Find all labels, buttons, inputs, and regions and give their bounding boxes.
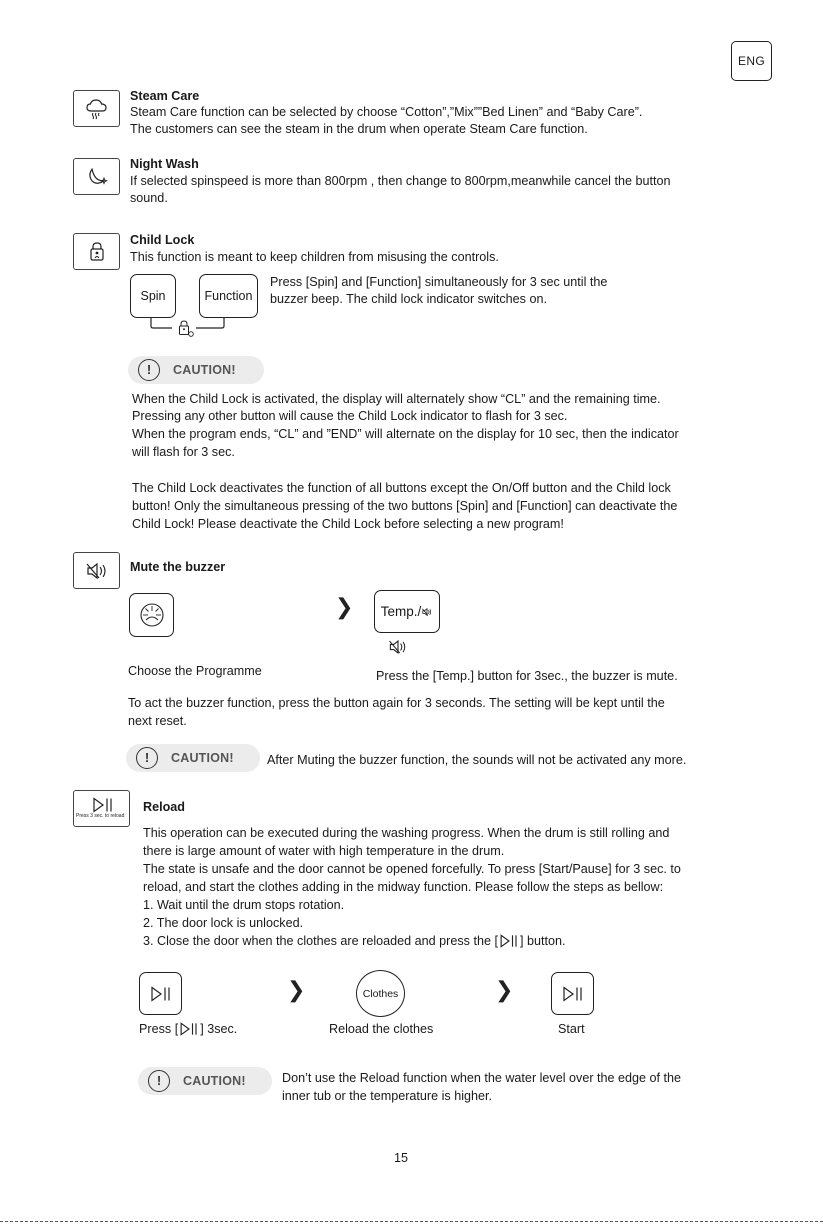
steam-cloud-icon [84,98,110,120]
mute-info-2: next reset. [128,714,187,728]
child-lock-caution-7: Child Lock! Please deactivate the Child Lock before selecting a new program! [132,517,564,531]
reload-step-2: 2. The door lock is unlocked. [143,916,304,930]
child-lock-title: Child Lock [130,233,195,247]
child-lock-caution-badge [128,356,264,384]
exclamation-icon: ! [136,747,158,769]
child-lock-icon [87,241,107,263]
night-wash-line-1: If selected spinspeed is more than 800rpm , then change to 800rpm,meanwhile cancel the button [130,174,671,188]
reload-caption-1 [139,1020,237,1038]
temp-button-label: Temp./ [380,603,422,619]
clothes-step-circle [356,970,405,1017]
mute-info-1: To act the buzzer function, press the button again for 3 seconds. The setting will be kept until the [128,696,665,710]
reload-para-3: The state is unsafe and the door cannot be opened forcefully. To press [Start/Pause] for 3 sec. to [143,862,681,876]
reload-caption-3: Start [558,1022,585,1036]
child-lock-small-icon [180,321,194,336]
reload-step-3-text-b: ] button. [519,934,566,948]
caution-label: CAUTION! [173,363,236,377]
mute-step-2: Press the [Temp.] button for 3sec., the buzzer is mute. [376,669,678,683]
child-lock-combo-bracket [150,318,226,344]
night-wash-line-2: sound. [130,191,168,205]
mute-step-1: Choose the Programme [128,664,262,678]
reload-caption-1-text-b: ] 3sec. [200,1022,238,1036]
reload-icon-box [73,790,130,827]
play-pause-icon [562,986,584,1002]
steam-care-title: Steam Care [130,89,200,103]
play-pause-inline-icon [179,1022,199,1036]
reload-title: Reload [143,800,185,814]
next-step-arrow: ❯ [335,595,354,620]
steam-care-line-1: Steam Care function can be selected by choose “Cotton”,”Mix””Bed Linen” and “Baby Care”. [130,105,643,119]
spin-button[interactable] [130,274,176,318]
steam-care-line-2: The customers can see the steam in the drum when operate Steam Care function. [130,122,588,136]
reload-para-1: This operation can be executed during the washing progress. When the drum is still rolling and [143,826,670,840]
program-dial-button[interactable] [129,593,174,637]
exclamation-icon: ! [148,1070,170,1092]
reload-para-4: reload, and start the clothes adding in the midway function. Please follow the steps as bellow: [143,880,664,894]
child-lock-icon-box [73,233,120,270]
reload-caption-1-text-a: Press [ [139,1022,179,1036]
caution-label: CAUTION! [171,751,234,765]
function-button-label: Function [204,289,253,303]
steam-care-icon-box [73,90,120,127]
function-button[interactable] [199,274,258,318]
child-lock-caution-3: When the program ends, “CL” and ”END” will alternate on the display for 10 sec, then the indicator [132,427,679,441]
reload-step-3-text-a: 3. Close the door when the clothes are reloaded and press the [ [143,934,498,948]
page-number: 15 [394,1151,409,1165]
night-wash-title: Night Wash [130,157,199,171]
reload-caution-2: inner tub or the temperature is higher. [282,1089,493,1103]
reload-step-3 [143,932,565,950]
exclamation-icon: ! [138,359,160,381]
mute-caution-badge [126,744,260,772]
play-pause-icon [92,797,114,813]
reload-para-2: there is large amount of water with high temperature in the drum. [143,844,505,858]
speaker-mute-icon [84,561,110,581]
reload-step-1: 1. Wait until the drum stops rotation. [143,898,345,912]
night-wash-icon-box [73,158,120,195]
child-lock-caution-5: The Child Lock deactivates the function of all buttons except the On/Off button and the Child lock [132,481,671,495]
program-dial-icon [139,602,165,628]
next-step-arrow: ❯ [287,978,306,1003]
play-pause-icon [150,986,172,1002]
next-step-arrow: ❯ [495,978,514,1003]
reload-caution-badge [138,1067,272,1095]
buzzer-mute-indicator-icon [387,638,409,656]
reload-caption-2: Reload the clothes [329,1022,434,1036]
reload-icon-caption: Press 3 sec. to reload [76,813,125,819]
child-lock-caution-1: When the Child Lock is activated, the display will alternately show “CL” and the remaining time. [132,392,661,406]
page-bottom-border [0,1221,823,1222]
child-lock-intro: This function is meant to keep children from misusing the controls. [130,250,499,264]
child-lock-caution-2: Pressing any other button will cause the Child Lock indicator to flash for 3 sec. [132,409,568,423]
child-lock-caution-6: button! Only the simultaneous pressing of the two buttons [Spin] and [Function] can deactivate the [132,499,678,513]
mute-icon-box [73,552,120,589]
reload-caution-1: Don’t use the Reload function when the water level over the edge of the [282,1071,682,1085]
start-button[interactable] [551,972,594,1015]
child-lock-caution-4: will flash for 3 sec. [132,445,235,459]
start-pause-button[interactable] [139,972,182,1015]
caution-label: CAUTION! [183,1074,246,1088]
clothes-label: Clothes [362,987,399,1000]
spin-button-label: Spin [140,289,166,303]
play-pause-inline-icon [499,934,519,948]
mute-title: Mute the buzzer [130,560,226,574]
moon-star-icon [85,166,109,188]
mute-caution-text: After Muting the buzzer function, the sounds will not be activated any more. [267,753,687,767]
temp-button[interactable] [374,590,440,633]
child-lock-instruction-2: buzzer beep. The child lock indicator switches on. [270,292,547,306]
child-lock-instruction-1: Press [Spin] and [Function] simultaneously for 3 sec until the [270,275,608,289]
speaker-mute-small-icon [421,607,433,617]
language-tab: ENG [731,41,772,81]
